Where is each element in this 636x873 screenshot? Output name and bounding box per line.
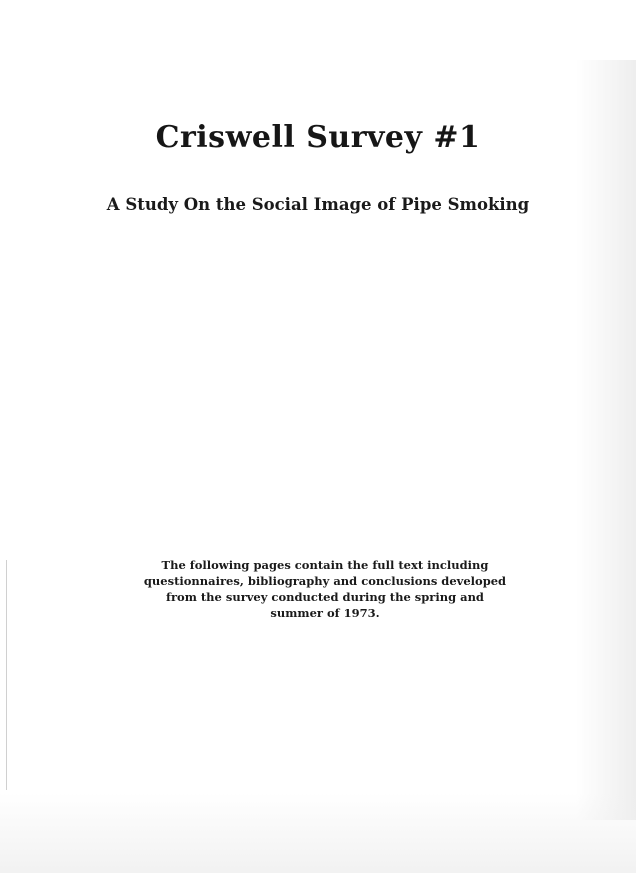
scan-shadow-right (576, 60, 636, 820)
page-title: Criswell Survey #1 (155, 120, 481, 155)
scan-edge-mark (6, 560, 7, 790)
intro-paragraph (110, 557, 540, 621)
scan-shadow-bottom (0, 793, 636, 873)
intro-line: The following pages contain the full text including (161, 558, 489, 572)
intro-line: questionnaires, bibliography and conclusions developed (143, 574, 507, 588)
intro-line: summer of 1973. (270, 606, 380, 620)
page-subtitle: A Study On the Social Image of Pipe Smoking (106, 195, 530, 214)
intro-line: from the survey conducted during the spring and (166, 590, 484, 604)
